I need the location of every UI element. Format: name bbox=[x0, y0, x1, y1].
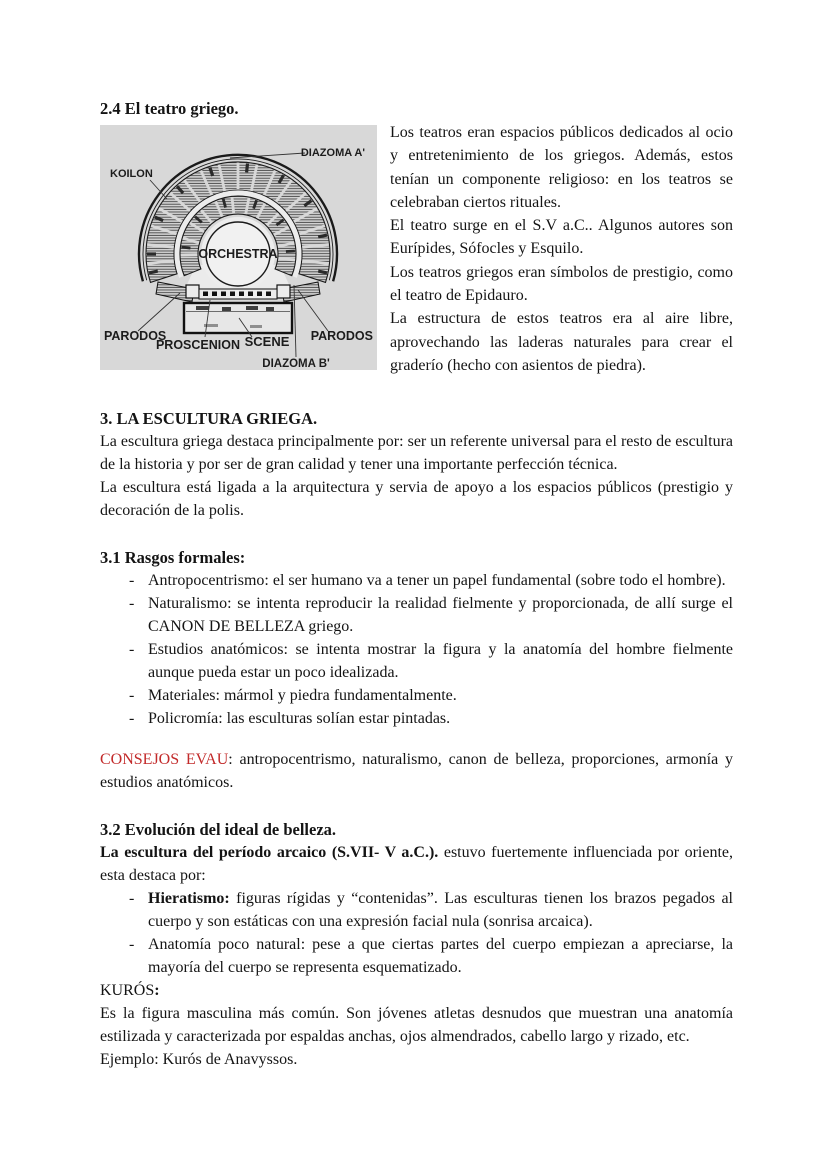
greek-theatre-plan-svg bbox=[100, 125, 377, 370]
bullet-text: Anatomía poco natural: pese a que ciertas partes del cuerpo empiezan a apreciarse, la mayoría del cuerpo se representa esquematizado. bbox=[148, 936, 733, 977]
greek-theatre-diagram bbox=[100, 120, 377, 370]
scene-label: SCENE bbox=[244, 334, 290, 349]
consejos-evau-note bbox=[100, 748, 733, 794]
bullet-item: - Policromía: las esculturas solían estar pintadas. bbox=[100, 707, 733, 730]
evolucion-list bbox=[100, 887, 733, 979]
bullet-item: - Naturalismo: se intenta reproducir la realidad fielmente y proporcionada, de allí surge el CANON DE BELLEZA griego. bbox=[100, 592, 733, 638]
paragraph: Los teatros griegos eran símbolos de prestigio, como el teatro de Epidauro. bbox=[390, 263, 733, 305]
lead-bold: La escultura del período arcaico (S.VII- V a.C.). bbox=[100, 844, 439, 862]
orchestra-label: ORCHESTRA bbox=[198, 247, 278, 261]
paragraph: La escultura está ligada a la arquitectura y servia de apoyo a los espacios públicos (prestigio y decoración de la polis. bbox=[100, 479, 733, 520]
parodos-right-label: PARODOS bbox=[310, 329, 373, 343]
koilon-label: KOILON bbox=[110, 168, 153, 180]
section-heading-escultura: 3. LA ESCULTURA GRIEGA. bbox=[100, 409, 318, 429]
paragraph: Es la figura masculina más común. Son jóvenes atletas desnudos que muestran una anatomía estilizada y caracterizada por espaldas anchas, ojos almendrados, cabello largo y rizado, etc. bbox=[100, 1005, 733, 1046]
paragraph: El teatro surge en el S.V a.C.. Algunos autores son Eurípides, Sófocles y Esquilo. bbox=[390, 217, 733, 258]
theatre-text-column bbox=[390, 121, 733, 377]
section-heading-rasgos: 3.1 Rasgos formales: bbox=[100, 548, 246, 568]
bullet-bold: Hieratismo: bbox=[148, 890, 230, 908]
parodos-left-label: PARODOS bbox=[104, 329, 167, 343]
section-heading-evolucion: 3.2 Evolución del ideal de belleza. bbox=[100, 820, 337, 840]
bullet-item: - Antropocentrismo: el ser humano va a tener un papel fundamental (sobre todo el hombre). bbox=[100, 569, 733, 592]
consejos-evau-label: CONSEJOS EVAU bbox=[100, 751, 229, 769]
proscenion-label: PROSCENION bbox=[155, 338, 241, 352]
diazoma-b-label: DIAZOMA B' bbox=[262, 358, 330, 370]
rasgos-list bbox=[100, 569, 733, 730]
diazoma-a-label: DIAZOMA A' bbox=[300, 147, 365, 159]
kuros-heading bbox=[100, 979, 733, 1002]
bullet-text: figuras rígidas y “contenidas”. Las esculturas tienen los brazos pegados al cuerpo y son estáticas con una expresión facial nula (sonrisa arcaica). bbox=[148, 890, 733, 931]
paragraph: Los teatros eran espacios públicos dedicados al ocio y entretenimiento de los griegos. Además, estos tenían un componente religioso: en los teatros se celebraban ciertos rituales. bbox=[390, 124, 733, 211]
paragraph: Ejemplo: Kurós de Anavyssos. bbox=[100, 1051, 298, 1069]
proscenion-strip bbox=[199, 289, 277, 299]
bullet-item: - Materiales: mármol y piedra fundamentalmente. bbox=[100, 684, 733, 707]
bullet-item bbox=[100, 933, 733, 979]
section-heading-teatro: 2.4 El teatro griego. bbox=[100, 99, 239, 118]
kuros-colon: : bbox=[154, 982, 160, 1000]
bullet-item bbox=[100, 887, 733, 933]
theatre-figure-row bbox=[100, 120, 733, 377]
consejos-evau-text: : antropocentrismo, naturalismo, canon de belleza, proporciones, armonía y estudios anatómicos. bbox=[100, 751, 733, 792]
paragraph: La estructura de estos teatros era al aire libre, aprovechando las laderas naturales para crear el graderío (hecho con asientos de piedra). bbox=[390, 310, 733, 374]
paragraph: La escultura griega destaca principalmente por: ser un referente universal para el resto de escultura de la historia y por ser de gran calidad y tener una importante perfección técnica. bbox=[100, 433, 733, 474]
bullet-item: - Estudios anatómicos: se intenta mostrar la figura y la anatomía del hombre fielmente aunque pueda estar un poco idealizada. bbox=[100, 638, 733, 684]
lead-rest: estuvo fuertemente influenciada por oriente, esta destaca por: bbox=[100, 844, 733, 885]
kuros-word: KURÓS bbox=[100, 982, 155, 1000]
paragraph-lead bbox=[100, 841, 733, 887]
